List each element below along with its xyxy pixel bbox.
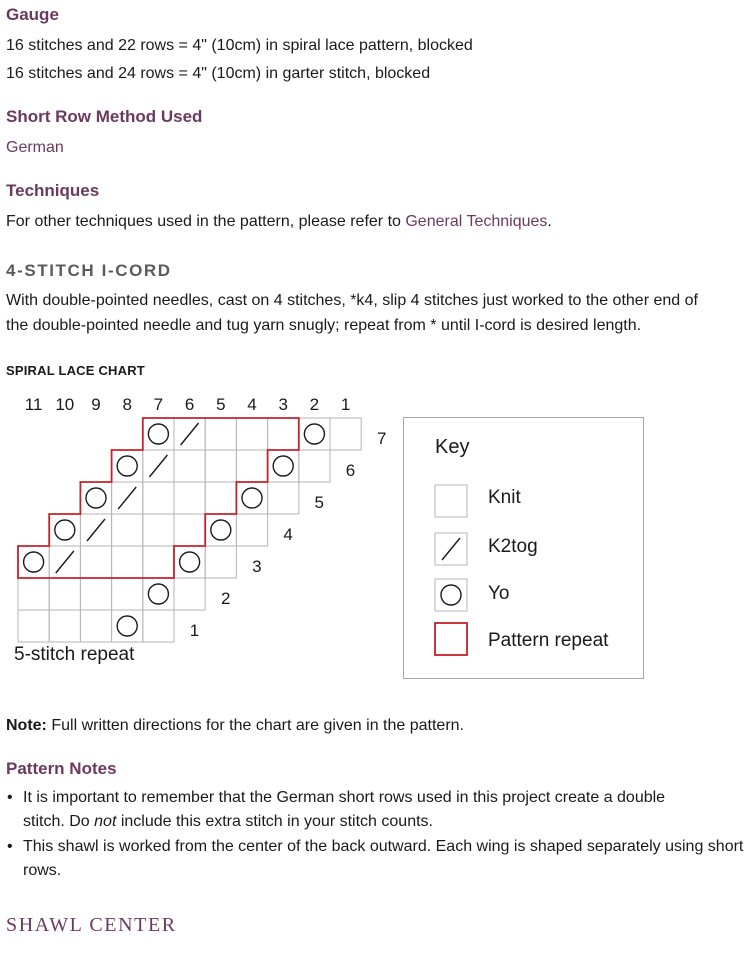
column-number: 6 [184, 395, 195, 414]
chart-cell [205, 514, 236, 546]
chart-cell [80, 578, 111, 610]
chart-cell [112, 578, 143, 610]
chart-cell [174, 482, 205, 514]
yo-symbol [180, 552, 200, 572]
row-number: 4 [283, 525, 293, 544]
k2tog-symbol [56, 551, 74, 573]
yo-symbol [55, 520, 75, 540]
yo-symbol [24, 552, 44, 572]
yo-symbol [211, 520, 231, 540]
chart-cell [268, 482, 299, 514]
key-knit-box [435, 485, 467, 517]
short-row-method: German [6, 139, 64, 156]
chart-cell [80, 610, 111, 642]
key-label-yo: Yo [488, 583, 510, 604]
short-row-heading: Short Row Method Used [6, 107, 203, 126]
bullet-icon: • [7, 789, 13, 806]
column-number: 11 [24, 395, 43, 414]
yo-symbol [148, 424, 168, 444]
chart-cell [330, 418, 361, 450]
note-label: Note: [6, 717, 47, 734]
row-number: 3 [252, 557, 262, 576]
shawl-center-heading: SHAWL CENTER [6, 914, 177, 936]
row-number: 5 [314, 493, 325, 512]
chart-cell [205, 450, 236, 482]
note [6, 714, 464, 738]
chart-cell [205, 482, 236, 514]
icord-line-1: With double-pointed needles, cast on 4 stitches, *k4, slip 4 stitches just worked to the other end of [6, 292, 698, 309]
chart-cell [205, 418, 236, 450]
column-number: 3 [278, 395, 288, 414]
yo-icon [441, 585, 461, 605]
chart-cell [236, 418, 267, 450]
k2tog-symbol [87, 519, 105, 541]
column-number: 10 [55, 395, 75, 414]
techniques-text-before: For other techniques used in the pattern, please refer to [6, 213, 406, 230]
chart-cell [174, 578, 205, 610]
chart-cell [143, 482, 174, 514]
chart-cell [112, 514, 143, 546]
chart-title: SPIRAL LACE CHART [6, 363, 145, 378]
column-number: 1 [340, 395, 351, 414]
chart-cell [236, 450, 267, 482]
yo-symbol [242, 488, 262, 508]
yo-symbol [273, 456, 293, 476]
chart-cell [268, 450, 299, 482]
chart-cell [236, 482, 267, 514]
chart-cell [205, 546, 236, 578]
chart-cell [18, 578, 49, 610]
chart-cell [299, 418, 330, 450]
chart-cell [174, 546, 205, 578]
yo-symbol [117, 456, 137, 476]
chart-cell [49, 514, 80, 546]
row-number: 7 [376, 429, 387, 448]
yo-symbol [117, 616, 137, 636]
key-label-knit: Knit [488, 487, 521, 508]
yo-symbol [86, 488, 106, 508]
repeat-label: 5-stitch repeat [14, 644, 135, 665]
chart-cell [236, 514, 267, 546]
techniques-text [6, 210, 552, 234]
key-label-k2tog: K2tog [488, 536, 538, 557]
row-number: 2 [220, 589, 231, 608]
chart-cell [174, 450, 205, 482]
note-text: Full written directions for the chart are given in the pattern. [46, 717, 464, 734]
chart-cell [174, 514, 205, 546]
chart-cell [112, 546, 143, 578]
gauge-line-2: 16 stitches and 24 rows = 4" (10cm) in garter stitch, blocked [6, 65, 431, 82]
pattern-repeat-outline [18, 418, 299, 578]
icord-heading: 4-STITCH I-CORD [6, 261, 172, 280]
chart-cell [18, 610, 49, 642]
chart-cell [112, 450, 143, 482]
k2tog-symbol [149, 455, 167, 477]
spiral-lace-chart [0, 380, 387, 680]
pattern-notes-heading: Pattern Notes [6, 759, 117, 778]
column-number: 4 [247, 395, 257, 414]
icord-line-2: the double-pointed needle and tug yarn snugly; repeat from * until I-cord is desired length. [6, 317, 642, 334]
chart-cell [49, 610, 80, 642]
chart-cell [143, 578, 174, 610]
techniques-heading: Techniques [6, 181, 100, 200]
row-number: 1 [189, 621, 200, 640]
gauge-heading: Gauge [6, 5, 59, 24]
key-repeat-box [435, 623, 467, 655]
k2tog-symbol [181, 423, 199, 445]
yo-symbol [148, 584, 168, 604]
techniques-text-after: . [547, 213, 552, 230]
gauge-line-1: 16 stitches and 22 rows = 4" (10cm) in spiral lace pattern, blocked [6, 37, 473, 54]
k2tog-icon [442, 538, 460, 560]
column-number: 7 [153, 395, 164, 414]
chart-cell [80, 546, 111, 578]
key-title: Key [435, 436, 470, 458]
chart-cell [112, 610, 143, 642]
k2tog-symbol [118, 487, 136, 509]
chart-cell [143, 418, 174, 450]
chart-cell [80, 482, 111, 514]
bullet-icon: • [7, 838, 13, 855]
chart-cell [18, 546, 49, 578]
pattern-note-1: • It is important to remember that the German short rows used in this project create a double stitch. Do not include this extra stitch in your stitch counts. [6, 786, 744, 834]
chart-cell [143, 514, 174, 546]
column-number: 2 [309, 395, 320, 414]
pattern-notes-list [6, 786, 744, 884]
chart-cell [268, 418, 299, 450]
chart-cell [143, 610, 174, 642]
row-number: 6 [345, 461, 356, 480]
key-yo-box [435, 579, 467, 611]
pattern-note-2: • This shawl is worked from the center of the back outward. Each wing is shaped separately using short rows. [6, 835, 744, 883]
column-number: 8 [122, 395, 132, 414]
column-number: 9 [91, 395, 101, 414]
chart-cell [143, 546, 174, 578]
general-techniques-link[interactable]: General Techniques [405, 213, 548, 230]
column-number: 5 [216, 395, 226, 414]
yo-symbol [304, 424, 324, 444]
chart-cell [49, 578, 80, 610]
key-label-repeat: Pattern repeat [488, 630, 609, 651]
chart-cell [299, 450, 330, 482]
